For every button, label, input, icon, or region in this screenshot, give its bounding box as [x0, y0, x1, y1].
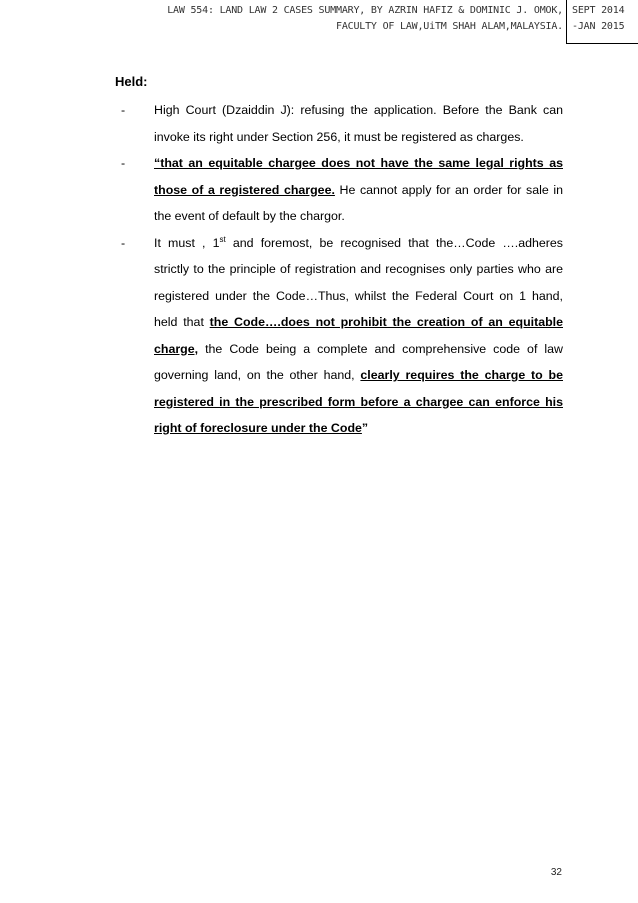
held-heading: Held: [115, 74, 148, 89]
running-header [93, 3, 563, 35]
header-date-start: SEPT 2014 [572, 5, 625, 16]
item-text: High Court (Dzaiddin J): refusing the application. Before the Bank can invoke its right under Section 256, it must be registered as charges. [154, 103, 563, 144]
item-text: the Code being a complete and comprehensive code of law governing land, on the other hand, [154, 341, 563, 382]
header-divider [566, 0, 567, 44]
closing-quote: ” [361, 421, 369, 435]
emphasis-underlined: clearly requires the charge to be registered in the prescribed form before a chargee can enforce his right of foreclosure under the Code [154, 368, 563, 435]
bullet-dash: - [121, 235, 126, 250]
header-date [572, 3, 624, 35]
item-text: and foremost, be recognised that the…Code ….adheres strictly to the principle of registration and recognises only parties who are registered under the Code…Thus, whilst the Federal Court on 1 hand, held that [154, 235, 563, 329]
held-list [118, 97, 563, 442]
header-title-line: LAW 554: LAND LAW 2 CASES SUMMARY, BY AZRIN HAFIZ & DOMINIC J. OMOK, [167, 5, 563, 16]
list-item [118, 230, 563, 442]
bullet-dash: - [121, 103, 126, 117]
emphasis-underlined: the Code….does not prohibit the creation of an equitable charge, [154, 315, 563, 356]
bullet-dash: - [121, 156, 126, 170]
list-item [118, 97, 563, 150]
header-date-end: -JAN 2015 [572, 21, 625, 32]
header-faculty-line: FACULTY OF LAW,UiTM SHAH ALAM,MALAYSIA. [336, 21, 563, 32]
ordinal-suffix: st [219, 234, 226, 244]
quoted-holding: “that an equitable chargee does not have the same legal rights as those of a registered chargee. [154, 156, 563, 197]
list-item [118, 150, 563, 230]
item-text: It must , 1 [154, 235, 220, 250]
item-text: He cannot apply for an order for sale in the event of default by the chargor. [154, 182, 563, 223]
header-date-underline [566, 43, 638, 44]
page-number: 32 [550, 867, 562, 878]
